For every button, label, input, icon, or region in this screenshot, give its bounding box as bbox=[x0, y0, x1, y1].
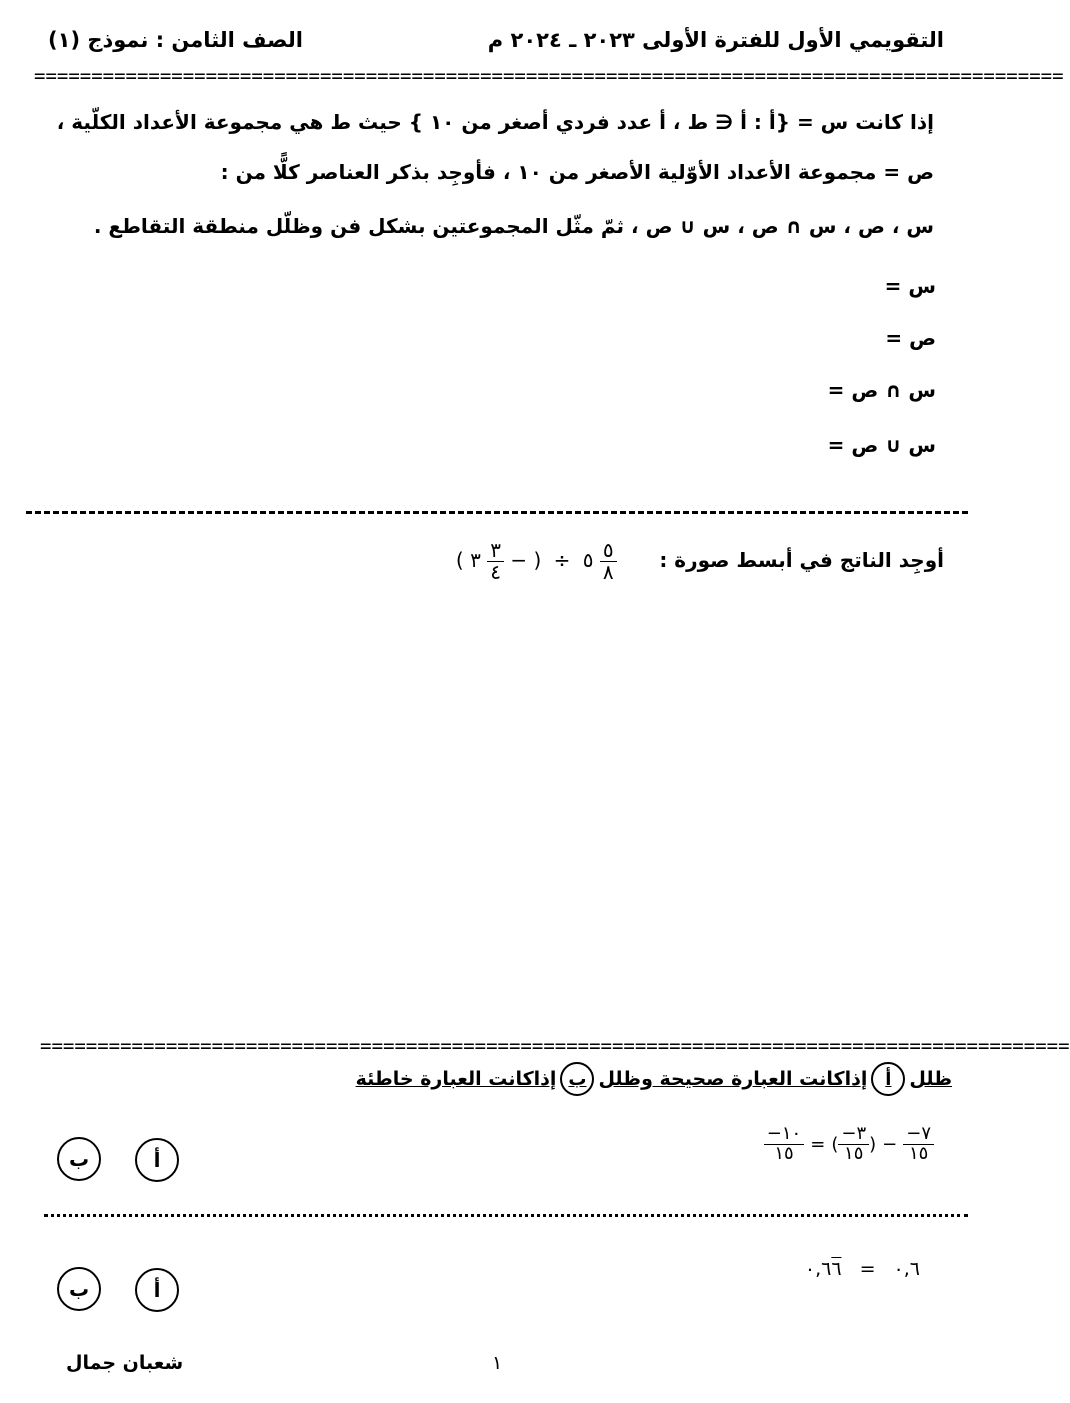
answer-set-sad: ص = bbox=[885, 326, 936, 350]
author-name: شعبان جمال bbox=[66, 1352, 184, 1374]
q3-item-2-statement bbox=[805, 1258, 920, 1280]
page-number: ١ bbox=[492, 1352, 503, 1374]
grade-label: الصف الثامن : نموذج (١) bbox=[48, 28, 303, 52]
exam-title: التقويمي الأول للفترة الأولى ٢٠٢٣ ـ ٢٠٢٤ م bbox=[487, 28, 944, 52]
item1-equals: = bbox=[810, 1133, 826, 1155]
q3-instruction bbox=[356, 1062, 952, 1096]
separator-bottom: ========================================================================================== bbox=[40, 1035, 1070, 1057]
item2-option-a[interactable]: أ bbox=[135, 1268, 179, 1312]
question-1 bbox=[54, 110, 934, 238]
item2-rhs: ٠,٦ bbox=[893, 1258, 920, 1280]
q2-prompt: أوجِد الناتج في أبسط صورة : bbox=[659, 548, 944, 572]
q2-negative-sign: − bbox=[510, 548, 528, 572]
q2-divide-sign: ÷ bbox=[553, 548, 571, 572]
item1-option-a[interactable]: أ bbox=[135, 1138, 179, 1182]
item1-fraction-a: $\frac{-٧}{١٥}$ bbox=[903, 1125, 934, 1164]
q1-answer-lines bbox=[736, 274, 936, 457]
item2-lhs: ٠,٦ bbox=[804, 1258, 832, 1280]
q1-line-3: س ، ص ، س ∩ ص ، س ∪ ص ، ثمّ مثّل المجموعتين بشكل فن وظلّل منطقة التقاطع . bbox=[93, 214, 934, 238]
item1-minus: − bbox=[882, 1133, 898, 1155]
item1-fraction-b: $\frac{-٣}{١٥}$ bbox=[838, 1125, 869, 1164]
q3-instruction-end: إذاكانت العبارة خاطئة bbox=[355, 1068, 557, 1090]
answer-union: س ∪ ص = bbox=[827, 433, 936, 457]
q2-open-paren: ( bbox=[455, 548, 464, 572]
q3-option-a-symbol: أ bbox=[871, 1062, 905, 1096]
q3-item-1-statement: $\frac{-١٠}{١٥}$ = ( $\frac{-٣}{١٥}$ ) − $\frac{-٧}{١٥}$ bbox=[764, 1125, 934, 1164]
q2-fraction-2: $\frac{٣}{٤}$ bbox=[487, 540, 504, 583]
q1-line-1: إذا كانت س = {أ : أ ∈ ط ، أ عدد فردي أصغر من ١٠ } حيث ط هي مجموعة الأعداد الكلّية ، bbox=[56, 110, 934, 134]
item2-repeating-digit: ٦ bbox=[831, 1258, 842, 1280]
answer-set-s: س = bbox=[884, 274, 936, 298]
separator-top: ========================================================================================== bbox=[34, 65, 1064, 87]
q3-option-b-symbol: ب bbox=[560, 1062, 594, 1096]
item2-equals: = bbox=[859, 1258, 876, 1280]
question-2 bbox=[456, 540, 944, 583]
item1-result-fraction: $\frac{-١٠}{١٥}$ bbox=[764, 1125, 804, 1164]
item2-option-b[interactable]: ب bbox=[57, 1267, 101, 1311]
answer-intersection: س ∩ ص = bbox=[827, 378, 936, 402]
q2-expression bbox=[456, 540, 617, 583]
q2-whole-2: ٣ bbox=[470, 548, 481, 572]
q1-line-2: ص = مجموعة الأعداد الأوّلية الأصغر من ١٠ ، فأوجِد بذكر العناصر كلًّا من : bbox=[220, 160, 934, 184]
separator-dashed bbox=[26, 511, 968, 514]
q2-whole-1: ٥ bbox=[582, 548, 594, 572]
q3-instruction-start: ظلل bbox=[909, 1068, 952, 1090]
item1-option-b[interactable]: ب bbox=[57, 1137, 101, 1181]
separator-dotted bbox=[44, 1214, 968, 1217]
q2-close-paren: ) bbox=[533, 548, 542, 572]
q2-fraction-1: $\frac{٥}{٨}$ bbox=[600, 540, 617, 583]
q3-instruction-mid: إذاكانت العبارة صحيحة وظلل bbox=[598, 1068, 868, 1090]
